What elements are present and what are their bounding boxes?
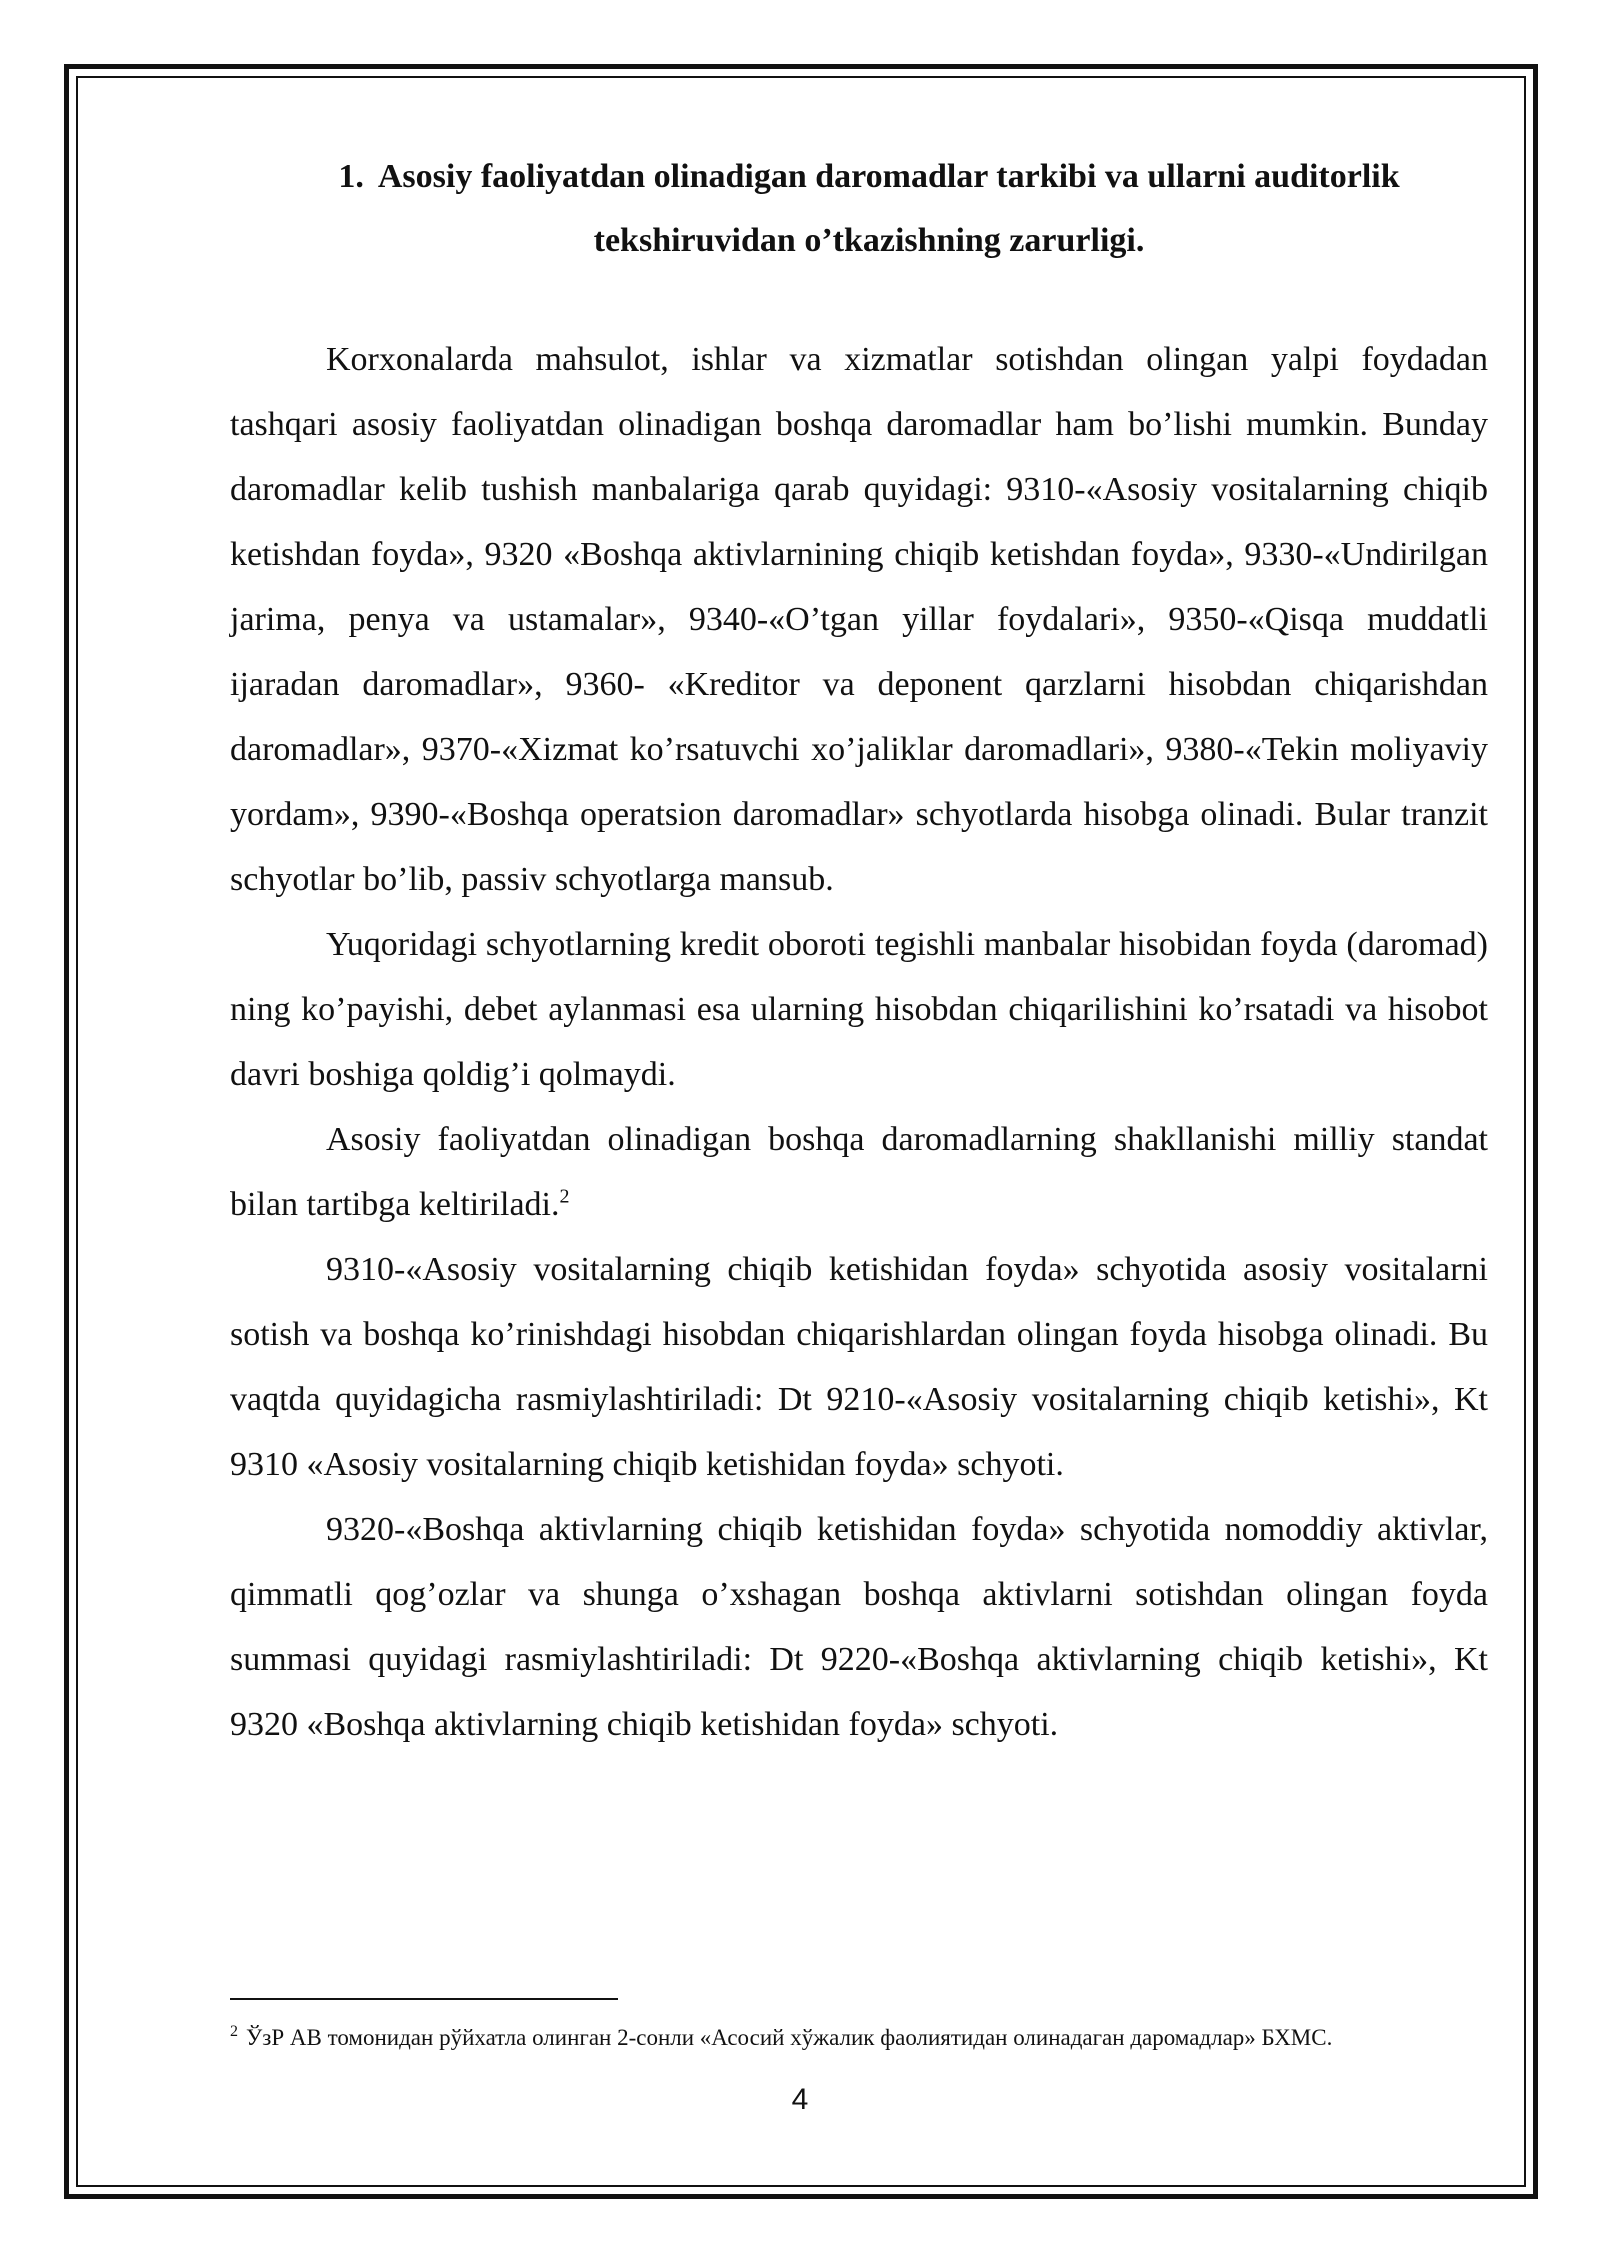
paragraph-5-text: 9320-«Boshqa aktivlarning chiqib ketishidan foyda» schyotida nomoddiy aktivlar, qimmatli qog’ozlar va shunga o’xshagan boshqa aktivlarni sotishdan olingan foyda summasi quyidagi rasmiylashtiriladi: Dt 9220-«Boshqa aktivlarning chiqib ketishi», Kt 9320 «Boshqa aktivlarning chiqib ketishidan foyda» schyoti. — [230, 1511, 1488, 1743]
paragraph-4-text: 9310-«Asosiy vositalarning chiqib ketishidan foyda» schyotida asosiy vositalarni sotish va boshqa ko’rinishdagi hisobdan chiqarishlardan olingan foyda hisobga olinadi. Bu vaqtda quyidagicha rasmiylashtiriladi: Dt 9210-«Asosiy vositalarning chiqib ketishi», Kt 9310 «Asosiy vositalarning chiqib ketishidan foyda» schyoti. — [230, 1251, 1488, 1483]
section-heading — [230, 145, 1488, 273]
footnote-reference[interactable]: 2 — [559, 1185, 570, 1208]
paragraph-3-text: Asosiy faoliyatdan olinadigan boshqa daromadlarning shakllanishi milliy standat bilan tartibga keltiriladi. — [230, 1121, 1488, 1223]
footnote — [230, 2022, 1488, 2054]
page-number: 4 — [791, 2083, 809, 2116]
document-body — [230, 145, 1488, 1757]
footnote-marker: 2 — [230, 2023, 238, 2041]
paragraph-4 — [230, 1237, 1488, 1497]
paragraph-1-text: Korxonalarda mahsulot, ishlar va xizmatlar sotishdan olingan yalpi foydadan tashqari asosiy faoliyatdan olinadigan boshqa daromadlar ham bo’lishi mumkin. Bunday daromadlar kelib tushish manbalariga qarab quyidagi: 9310-«Asosiy vositalarning chiqib ketishdan foyda», 9320 «Boshqa aktivlarnining chiqib ketishdan foyda», 9330-«Undirilgan jarima, penya va ustamalar», 9340-«O’tgan yillar foydalari», 9350-«Qisqa muddatli ijaradan daromadlar», 9360- «Kreditor va deponent qarzlarni hisobdan chiqarishdan daromadlar», 9370-«Xizmat ko’rsatuvchi xo’jaliklar daromadlari», 9380-«Tekin moliyaviy yordam», 9390-«Boshqa operatsion daromadlar» schyotlarda hisobga olinadi. Bular tranzit schyotlar bo’lib, passiv schyotlarga mansub. — [230, 341, 1488, 898]
footnote-separator — [230, 1998, 618, 2000]
paragraph-1 — [230, 327, 1488, 912]
section-number: 1. — [338, 158, 364, 195]
paragraph-3 — [230, 1107, 1488, 1237]
section-title: Asosiy faoliyatdan olinadigan daromadlar tarkibi va ullarni auditorlik tekshiruvidan o’tkazishning zarurligi. — [377, 158, 1400, 259]
paragraph-5 — [230, 1497, 1488, 1757]
paragraph-2 — [230, 912, 1488, 1107]
footnote-text: ЎзР АВ томонидан рўйхатла олинган 2-сонли «Асосий хўжалик фаолиятидан олинадаган даромадлар» БХМС. — [246, 2025, 1333, 2050]
paragraph-2-text: Yuqoridagi schyotlarning kredit oboroti tegishli manbalar hisobidan foyda (daromad) ning ko’payishi, debet aylanmasi esa ularning hisobdan chiqarilishini ko’rsatadi va hisobot davri boshiga qoldig’i qolmaydi. — [230, 926, 1488, 1093]
